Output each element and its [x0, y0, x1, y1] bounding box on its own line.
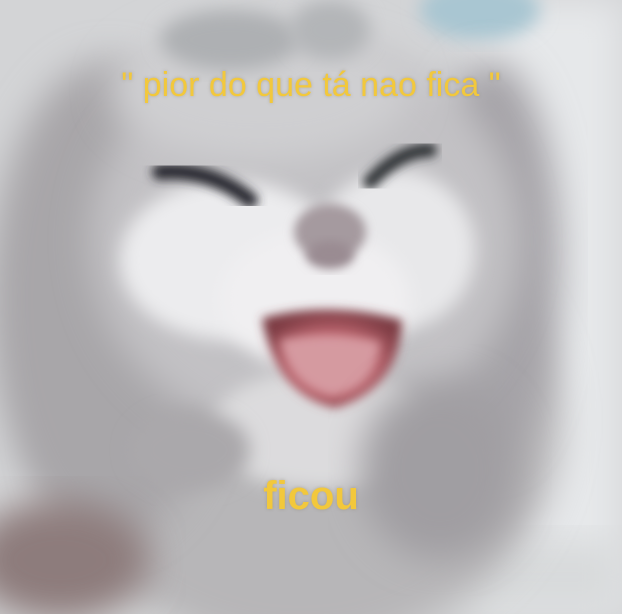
top-caption: " pior do que tá nao fica " — [121, 66, 501, 104]
bottom-caption: ficou — [263, 474, 359, 518]
